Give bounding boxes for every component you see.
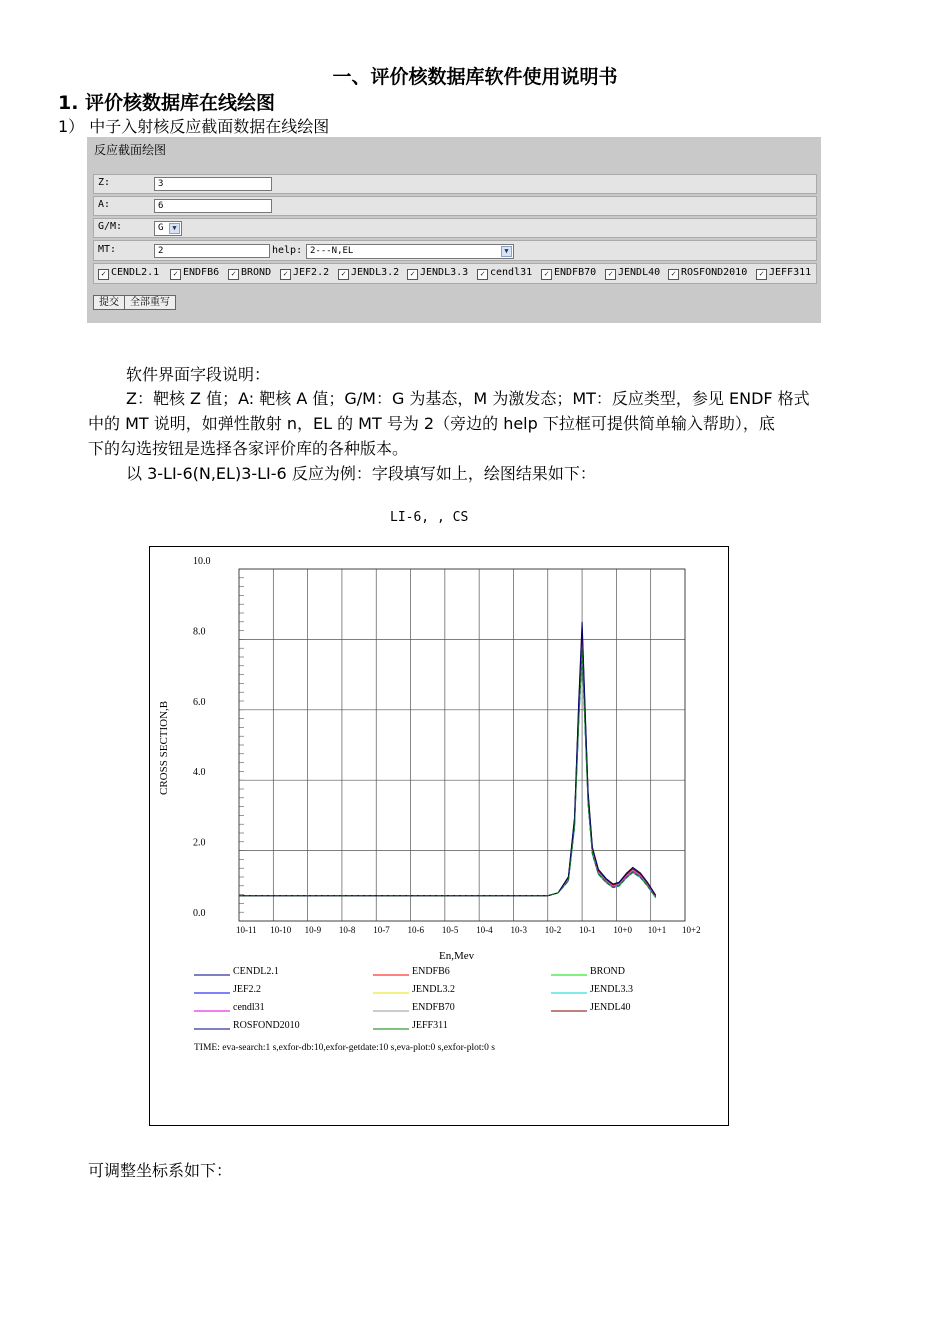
plot-border [239, 569, 685, 921]
x-tick-label: 10-5 [441, 925, 459, 935]
checkbox-icon: ✓ [228, 269, 239, 280]
help-label: help: [272, 245, 303, 256]
a-label: A: [98, 199, 111, 210]
x-tick-label: 10-9 [304, 925, 322, 935]
legend-label: JENDL3.3 [590, 984, 634, 995]
help-select[interactable] [306, 244, 514, 259]
series-line-cendl31 [239, 643, 656, 897]
legend-label: CENDL2.1 [233, 966, 279, 977]
chart-footer-timing: TIME: eva-search:1 s,exfor-db:10,exfor-getdate:10 s,eva-plot:0 s,exfor-plot:0 s [194, 1043, 495, 1053]
checkbox-icon: ✓ [756, 269, 767, 280]
z-input[interactable]: 3 [154, 177, 272, 191]
x-tick-label: 10+0 [613, 925, 632, 935]
x-tick-label: 10-8 [338, 925, 356, 935]
chevron-down-icon: ▼ [501, 246, 512, 257]
checkbox-icon: ✓ [605, 269, 616, 280]
x-tick-label: 10-2 [544, 925, 562, 935]
checkbox-jendl32[interactable] [338, 267, 399, 280]
checkbox-icon: ✓ [407, 269, 418, 280]
checkbox-endfb6[interactable] [170, 267, 219, 280]
cross-section-chart [150, 547, 728, 1125]
legend-label: JENDL3.2 [412, 984, 456, 995]
checkbox-jendl33[interactable] [407, 267, 468, 280]
paragraph-fields-line1: Z：靶核 Z 值；A: 靶核 A 值；G/M：G 为基态，M 为激发态；MT：反应类型，参见 ENDF 格式 [126, 389, 810, 408]
chart-title: LI-6, , CS [390, 510, 469, 525]
checkbox-label: CENDL2.1 [111, 267, 160, 278]
x-tick-label: 10-1 [579, 925, 596, 935]
x-tick-label: 10-7 [373, 925, 390, 935]
legend-label: JENDL40 [590, 1002, 631, 1013]
y-tick-label: 0.0 [193, 908, 206, 919]
checkbox-icon: ✓ [668, 269, 679, 280]
checkbox-icon: ✓ [98, 269, 109, 280]
checkbox-label: JENDL40 [618, 267, 661, 278]
checkbox-icon: ✓ [170, 269, 181, 280]
checkbox-cendl21[interactable] [98, 267, 159, 280]
series-line-endfb6 [239, 643, 656, 897]
x-tick-label: 10-4 [476, 925, 493, 935]
gm-label: G/M: [98, 221, 123, 232]
a-row [93, 196, 817, 216]
z-row [93, 174, 817, 194]
paragraph-fields-line2: 中的 MT 说明，如弹性散射 n，EL 的 MT 号为 2（旁边的 help 下拉框可提供简单输入帮助），底 [88, 414, 775, 433]
series-line-jendl33 [239, 650, 656, 898]
x-tick-label: 10-6 [407, 925, 425, 935]
z-label: Z: [98, 177, 111, 188]
doc-title: 一、评价核数据库软件使用说明书 [332, 66, 618, 88]
library-checkbox-row [93, 263, 817, 284]
chevron-down-icon: ▼ [169, 223, 180, 234]
checkbox-rosfond2010[interactable] [668, 267, 747, 280]
checkbox-endfb70[interactable] [541, 267, 596, 280]
series-line-jeff311 [239, 650, 656, 898]
checkbox-icon: ✓ [477, 269, 488, 280]
mt-row [93, 240, 817, 261]
a-input[interactable]: 6 [154, 199, 272, 213]
legend-label: ROSFOND2010 [233, 1020, 300, 1031]
submit-button[interactable]: 提交 [93, 295, 125, 310]
checkbox-label: BROND [241, 267, 272, 278]
checkbox-label: JEFF311 [769, 267, 812, 278]
checkbox-brond[interactable] [228, 267, 271, 280]
gm-row [93, 218, 817, 238]
checkbox-label: ENDFB6 [183, 267, 220, 278]
legend-label: ENDFB6 [412, 966, 450, 977]
x-axis-label: En,Mev [439, 950, 475, 962]
checkbox-jendl40[interactable] [605, 267, 660, 280]
y-tick-label: 2.0 [193, 837, 206, 849]
y-tick-label: 4.0 [193, 767, 206, 779]
checkbox-jeff311[interactable] [756, 267, 811, 280]
x-tick-label: 10-11 [236, 925, 257, 935]
chart-frame [149, 546, 729, 1126]
paragraph-fields-line3: 下的勾选按钮是选择各家评价库的各种版本。 [88, 439, 409, 458]
mt-label: MT: [98, 244, 117, 255]
form-title: 反应截面绘图 [94, 143, 167, 157]
mt-input[interactable]: 2 [154, 244, 270, 258]
checkbox-label: JEF2.2 [293, 267, 330, 278]
checkbox-label: JENDL3.2 [351, 267, 400, 278]
x-tick-label: 10+1 [647, 925, 667, 935]
checkbox-cendl31[interactable] [477, 267, 532, 280]
subsection-heading: 1） 中子入射核反应截面数据在线绘图 [58, 117, 330, 136]
series-line-cendl21 [239, 650, 656, 898]
help-select-value: 2---N,EL [310, 246, 354, 256]
legend-label: ENDFB70 [412, 1002, 455, 1013]
legend-label: BROND [590, 966, 626, 977]
checkbox-label: ROSFOND2010 [681, 267, 748, 278]
legend-label: cendl31 [233, 1002, 265, 1013]
y-axis-label: CROSS SECTION,B [158, 700, 170, 795]
checkbox-icon: ✓ [280, 269, 291, 280]
checkbox-icon: ✓ [541, 269, 552, 280]
checkbox-icon: ✓ [338, 269, 349, 280]
legend-label: JEF2.2 [233, 984, 262, 995]
checkbox-label: cendl31 [490, 267, 533, 278]
reset-button[interactable]: 全部重写 [124, 295, 176, 310]
paragraph-adjust-axes: 可调整坐标系如下： [88, 1161, 233, 1180]
y-tick-label: 8.0 [193, 626, 206, 638]
gm-select-value: G [158, 223, 164, 233]
y-tick-label: 10.0 [193, 556, 211, 567]
paragraph-example: 以 3-LI-6(N,EL)3-LI-6 反应为例：字段填写如上，绘图结果如下： [126, 464, 596, 483]
checkbox-label: JENDL3.3 [420, 267, 469, 278]
checkbox-label: ENDFB70 [554, 267, 597, 278]
x-tick-label: 10+2 [682, 925, 701, 935]
y-tick-label: 6.0 [193, 696, 206, 708]
legend-label: JEFF311 [412, 1020, 448, 1031]
reaction-form-panel [87, 137, 821, 323]
x-tick-label: 10-3 [510, 925, 527, 935]
checkbox-jef22[interactable] [280, 267, 329, 280]
paragraph-fields-intro: 软件界面字段说明： [126, 365, 271, 384]
x-tick-label: 10-10 [270, 925, 292, 935]
gm-select[interactable] [154, 221, 182, 236]
section-heading: 1. 评价核数据库在线绘图 [58, 92, 276, 114]
